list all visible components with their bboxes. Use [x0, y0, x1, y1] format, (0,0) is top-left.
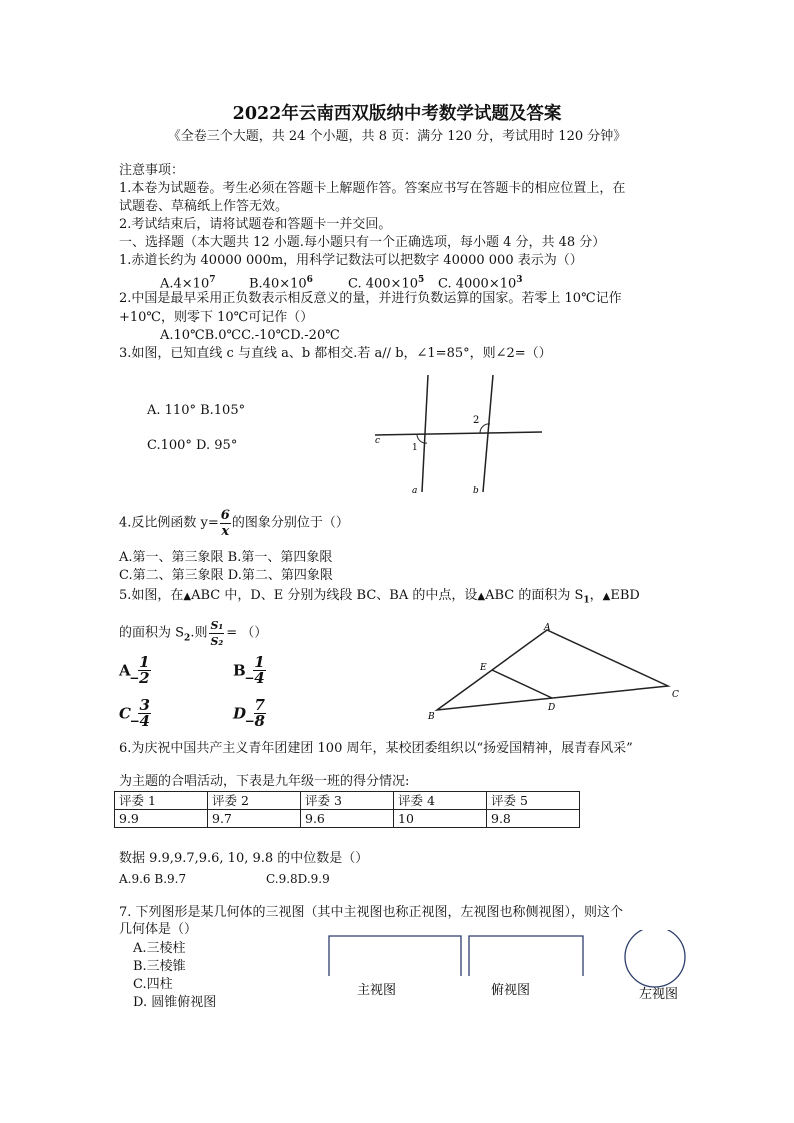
- q5-stem-2: 的面积为 $S_2$.则 $\frac{\text{S₁}}{\text{S₂}}$ = （）: [119, 619, 268, 648]
- q7-option-a: A.三棱柱: [133, 941, 186, 956]
- score-table: [114, 791, 580, 828]
- top-view-shape: [469, 936, 583, 976]
- table-header-cell: 评委 5: [487, 792, 580, 810]
- front-view-shape: [329, 936, 461, 976]
- q7-three-views: [325, 930, 695, 1010]
- q5-figure: [420, 620, 690, 725]
- table-header-row: [115, 792, 580, 810]
- q5-option-c: C_ $\frac{3}{4}$: [119, 696, 150, 730]
- section-1-heading: 一、选择题（本大题共 12 小题.每小题只有一个正确选项，每小题 4 分，共 48 分）: [119, 235, 606, 250]
- table-header-cell: 评委 4: [394, 792, 487, 810]
- q7-option-d: D. 圆锥俯视图: [133, 995, 217, 1010]
- q6-options-ab: A.9.6 B.9.7: [119, 872, 187, 886]
- notes-heading: 注意事项：: [119, 163, 185, 178]
- label-a: a: [412, 486, 418, 496]
- table-cell: 9.7: [208, 810, 301, 828]
- q4-options-ab: A.第一、第三象限 B.第一、第四象限: [119, 550, 333, 565]
- front-view-label: 主视图: [357, 983, 397, 998]
- table-header-cell: 评委 2: [208, 792, 301, 810]
- line-c: [375, 432, 542, 435]
- triangle-abc: [437, 630, 668, 710]
- q2-stem-1: 2.中国是最早采用正负数表示相反意义的量，并进行负数运算的国家。若零上 10℃记作: [119, 291, 622, 306]
- q1-option-b: $B.40\times 10^6$: [249, 275, 313, 292]
- label-A: A: [544, 623, 551, 633]
- q4-options-cd: C.第二、第三象限 D.第二、第四象限: [119, 568, 333, 583]
- q1-option-c: C. $400\times 10^5$: [348, 275, 425, 292]
- side-view-circle: [625, 930, 685, 987]
- q7-option-b: B.三棱锥: [133, 959, 186, 974]
- page-subtitle: 《全卷三个大题，共 24 个小题，共 8 页：满分 120 分，考试用时 120 分钟》: [167, 129, 627, 144]
- table-cell: 9.8: [487, 810, 580, 828]
- table-header-cell: 评委 1: [115, 792, 208, 810]
- q4-stem: 4.反比例函数 y= $\frac{6}{x}$ 的图象分别位于（）: [119, 508, 349, 539]
- q2-stem-2: +10℃，则零下 10℃可记作（）: [119, 310, 314, 325]
- q3-options-ab: A. 110° B.105°: [147, 403, 246, 418]
- q7-stem-1: 7. 下列图形是某几何体的三视图（其中主视图也称正视图，左视图也称侧视图），则这个: [119, 905, 624, 920]
- note-2: 2.考试结束后，请将试题卷和答题卡一并交回。: [119, 217, 392, 232]
- label-D: D: [548, 703, 556, 713]
- label-c: c: [375, 436, 381, 446]
- page-title: 2022年云南西双版纳中考数学试题及答案: [232, 104, 562, 124]
- note-1-line-1: 1.本卷为试题卷。考生必须在答题卡上解题作答。答案应书写在答题卡的相应位置上，在: [119, 181, 626, 196]
- q5-option-a: A_ $\frac{1}{2}$: [119, 653, 150, 687]
- label-E: E: [480, 663, 487, 673]
- label-B: B: [428, 712, 435, 722]
- q1-option-a: $A.4\times 10^7$: [160, 275, 216, 292]
- label-b: b: [473, 486, 479, 496]
- q1-option-d: C. $4000\times 10^3$: [438, 275, 523, 292]
- q6-question: 数据 9.9,9.7,9.6, 10, 9.8 的中位数是（）: [119, 851, 369, 866]
- note-1-line-2: 试题卷、草稿纸上作答无效。: [119, 199, 289, 214]
- segment-ed: [492, 670, 552, 698]
- table-cell: 9.9: [115, 810, 208, 828]
- table-row: [115, 810, 580, 828]
- table-header-cell: 评委 3: [301, 792, 394, 810]
- q3-figure: [370, 370, 550, 500]
- top-view-label: 俯视图: [491, 983, 531, 998]
- q6-stem-1: 6.为庆祝中国共产主义青年团建团 100 周年，某校团委组织以“扬爱国精神，展青春风采”: [119, 741, 633, 756]
- q5-option-b: B_ $\frac{1}{4}$: [233, 653, 265, 687]
- q1-stem: 1.赤道长约为 40000 000m，用科学记数法可以把数字 40000 000 表示为（）: [119, 253, 583, 268]
- q3-stem: 3.如图，已知直线 c 与直线 a、b 都相交.若 a// b，∠1=85°，则∠2=（）: [119, 346, 552, 361]
- q2-options: A.10℃B.0℃C.-10℃D.-20℃: [160, 328, 340, 343]
- q3-options-cd: C.100° D. 95°: [147, 438, 238, 453]
- q7-stem-2: 几何体是（）: [119, 922, 198, 937]
- side-view-label: 左视图: [639, 987, 679, 1002]
- q5-option-d: D_ $\frac{7}{8}$: [233, 696, 265, 730]
- label-2: 2: [473, 415, 480, 426]
- q7-option-c: C.四柱: [133, 977, 173, 992]
- label-1: 1: [412, 443, 418, 453]
- q5-stem-1: 5.如图，在▲ABC 中，D、E 分别为线段 BC、BA 的中点，设▲ABC 的面积为 $S_1$，▲EBD: [119, 588, 640, 606]
- table-cell: 10: [394, 810, 487, 828]
- table-cell: 9.6: [301, 810, 394, 828]
- q6-options-cd: C.9.8D.9.9: [266, 872, 330, 886]
- label-C: C: [672, 690, 679, 700]
- q6-stem-2: 为主题的合唱活动，下表是九年级一班的得分情况:: [119, 774, 410, 789]
